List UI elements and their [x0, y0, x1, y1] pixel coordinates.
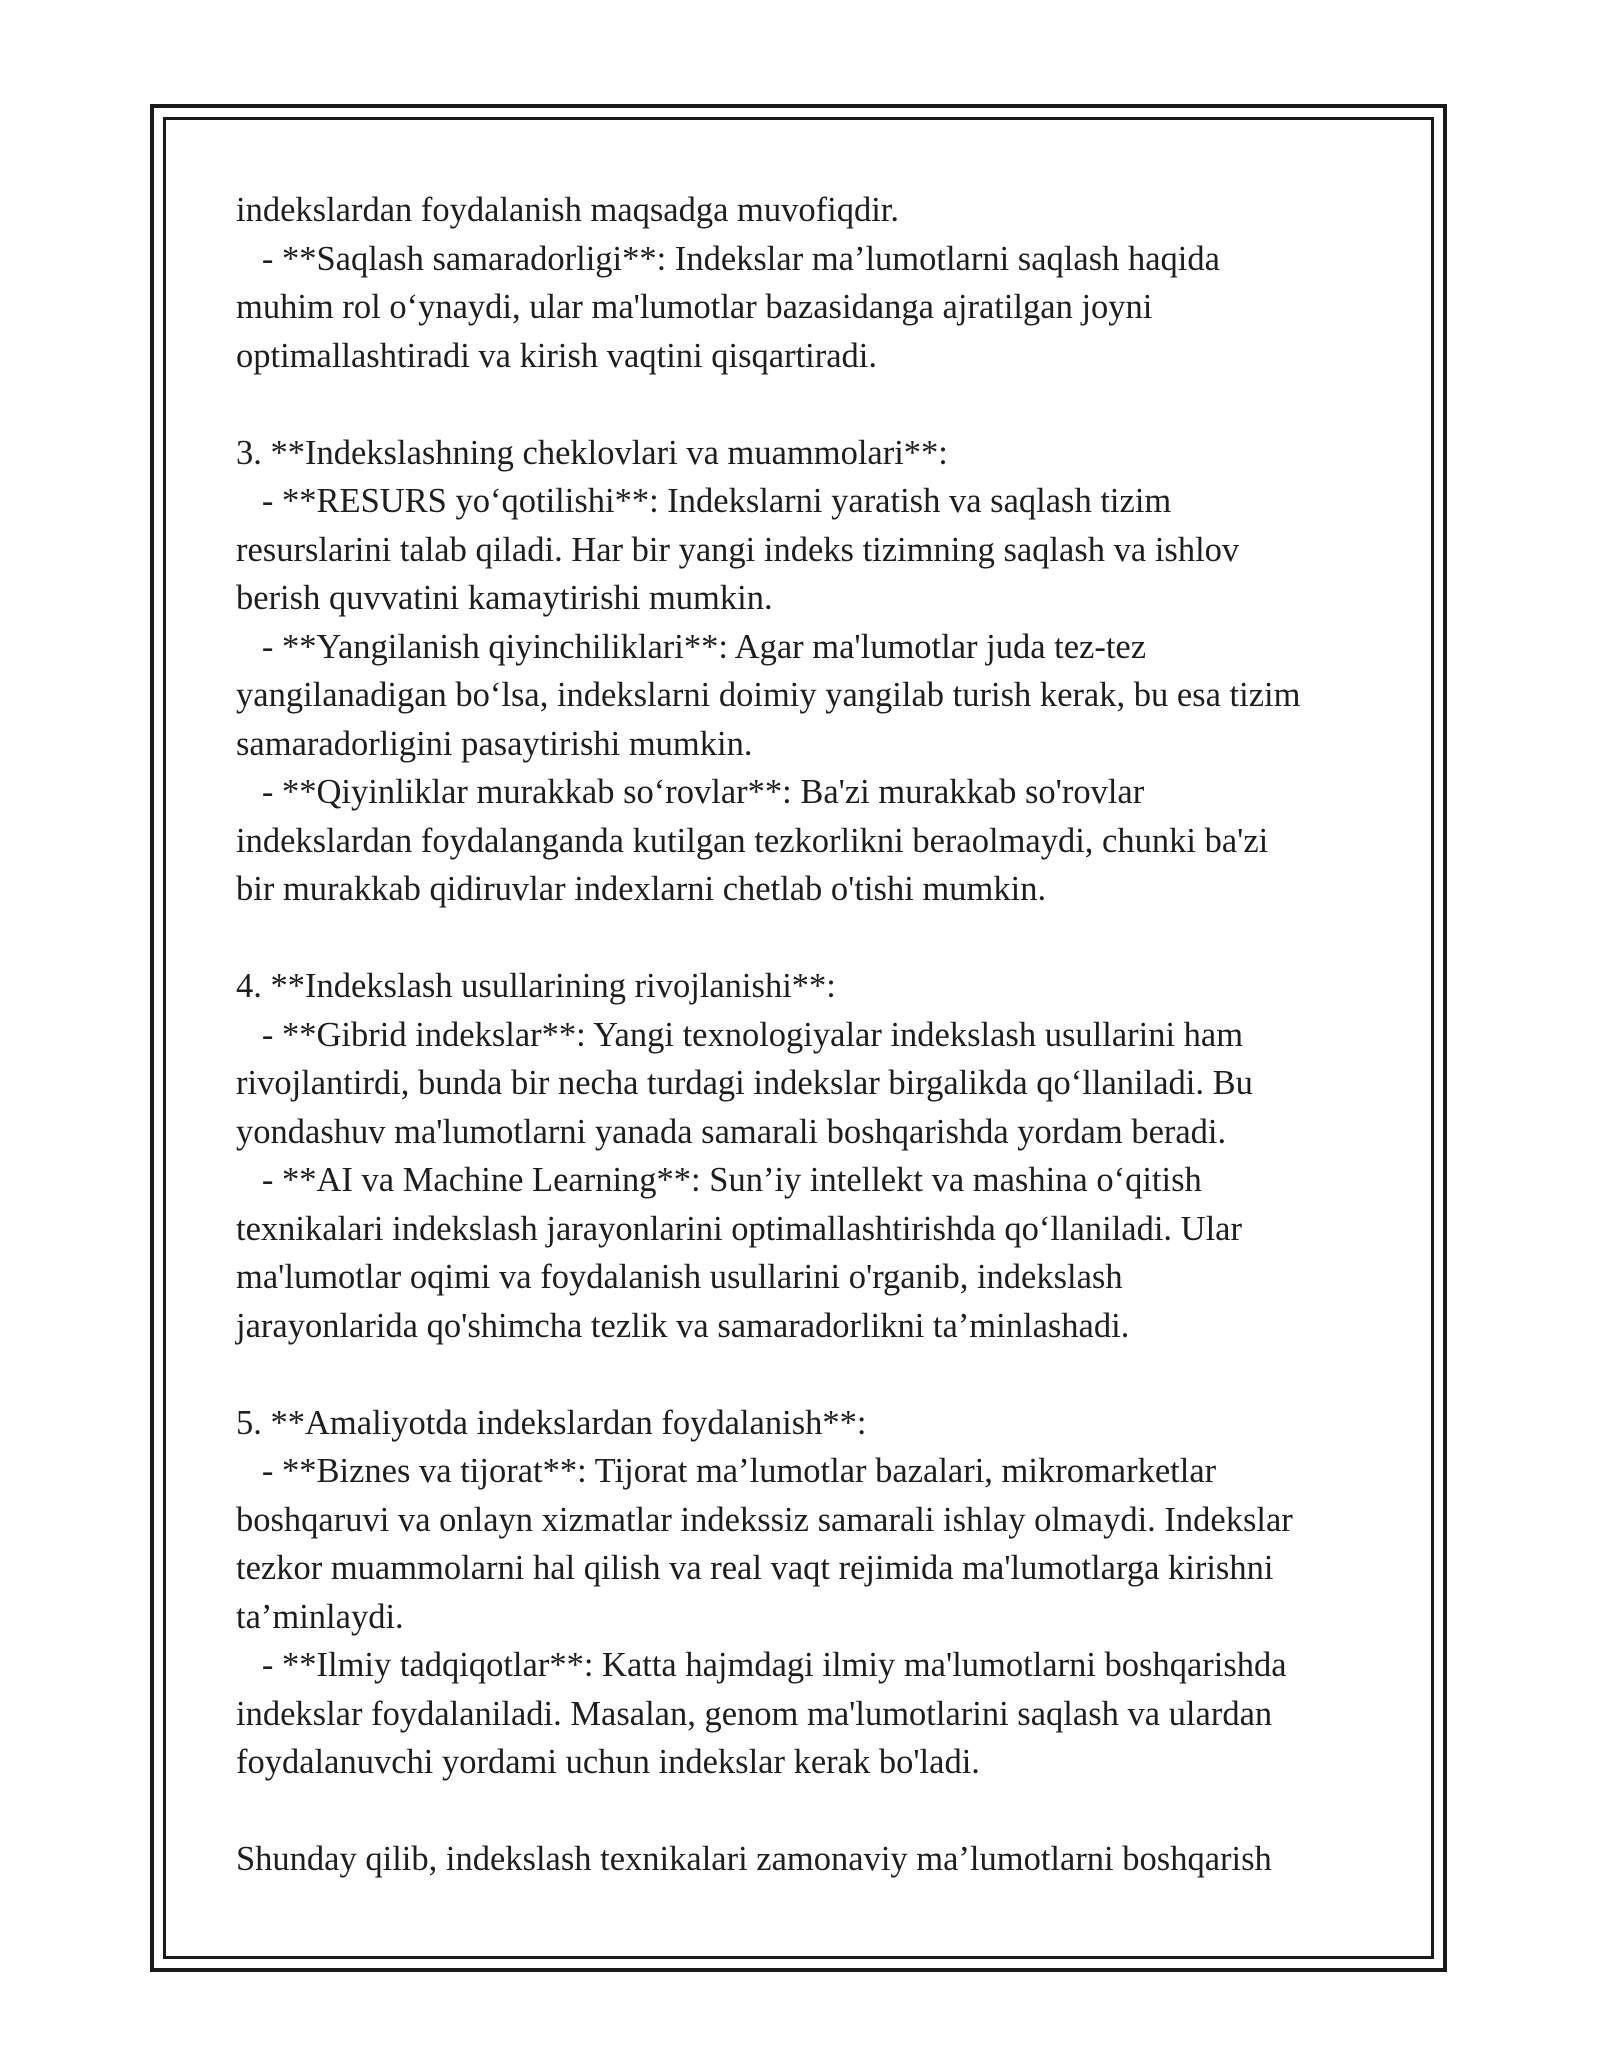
- text-line: Shunday qilib, indekslash texnikalari zamonaviy ma’lumotlarni boshqarish: [236, 1840, 1272, 1878]
- text-line: tezkor muammolarni hal qilish va real vaqt rejimida ma'lumotlarga kirishni: [236, 1549, 1274, 1587]
- text-line: - **Saqlash samaradorligi**: Indekslar ma’lumotlarni saqlash haqida: [236, 239, 1220, 278]
- text-line: 5. **Amaliyotda indekslardan foydalanish**:: [236, 1403, 867, 1442]
- text-line: - **RESURS yo‘qotilishi**: Indekslarni yaratish va saqlash tizim: [236, 482, 1172, 520]
- text-line: muhim rol o‘ynaydi, ular ma'lumotlar bazasidanga ajratilgan joyni: [236, 288, 1153, 326]
- text-line: - **Yangilanish qiyinchiliklari**: Agar ma'lumotlar juda tez-tez: [236, 627, 1147, 666]
- document-body: [236, 186, 1396, 1884]
- text-line: optimallashtiradi va kirish vaqtini qisqartiradi.: [236, 336, 877, 375]
- paragraph-gap: [236, 380, 1396, 429]
- paragraph-gap: [236, 1350, 1396, 1399]
- text-line: berish quvvatini kamaytirishi mumkin.: [236, 579, 773, 617]
- text-line: indekslardan foydalanganda kutilgan tezkorlikni beraolmaydi, chunki ba'zi: [236, 821, 1269, 860]
- text-line: indekslar foydalaniladi. Masalan, genom ma'lumotlarini saqlash va ulardan: [236, 1694, 1273, 1733]
- text-line: bir murakkab qidiruvlar indexlarni chetlab o'tishi mumkin.: [236, 870, 1047, 908]
- text-line: - **Qiyinliklar murakkab so‘rovlar**: Ba'zi murakkab so'rovlar: [236, 773, 1145, 811]
- text-line: ta’minlaydi.: [236, 1597, 404, 1636]
- text-line: ma'lumotlar oqimi va foydalanish usullarini o'rganib, indekslash: [236, 1258, 1123, 1296]
- text-line: 4. **Indekslash usullarining rivojlanishi**:: [236, 967, 836, 1005]
- paragraph-gap: [236, 914, 1396, 963]
- text-line: resurslarini talab qiladi. Har bir yangi indeks tizimning saqlash va ishlov: [236, 530, 1240, 569]
- text-line: jarayonlarida qo'shimcha tezlik va samaradorlikni ta’minlashadi.: [236, 1306, 1130, 1345]
- text-line: - **Gibrid indekslar**: Yangi texnologiyalar indekslash usullarini ham: [236, 1015, 1244, 1054]
- text-line: texnikalari indekslash jarayonlarini optimallashtirishda qo‘llaniladi. Ular: [236, 1209, 1242, 1248]
- text-line: boshqaruvi va onlayn xizmatlar indekssiz samarali ishlay olmaydi. Indekslar: [236, 1500, 1293, 1539]
- text-line: yondashuv ma'lumotlarni yanada samarali boshqarishda yordam beradi.: [236, 1112, 1227, 1151]
- text-line: rivojlantirdi, bunda bir necha turdagi indekslar birgalikda qo‘llaniladi. Bu: [236, 1064, 1253, 1102]
- text-line: samaradorligini pasaytirishi mumkin.: [236, 724, 753, 763]
- text-line: - **Ilmiy tadqiqotlar**: Katta hajmdagi ilmiy ma'lumotlarni boshqarishda: [236, 1646, 1287, 1684]
- paragraph-gap: [236, 1787, 1396, 1836]
- text-line: foydalanuvchi yordami uchun indekslar kerak bo'ladi.: [236, 1743, 980, 1781]
- text-line: yangilanadigan bo‘lsa, indekslarni doimiy yangilab turish kerak, bu esa tizim: [236, 676, 1301, 714]
- text-line: indekslardan foydalanish maqsadga muvofiqdir.: [236, 191, 900, 229]
- text-line: - **AI va Machine Learning**: Sun’iy intellekt va mashina o‘qitish: [236, 1161, 1202, 1199]
- text-line: - **Biznes va tijorat**: Tijorat ma’lumotlar bazalari, mikromarketlar: [236, 1452, 1217, 1490]
- text-line: 3. **Indekslashning cheklovlari va muammolari**:: [236, 433, 948, 472]
